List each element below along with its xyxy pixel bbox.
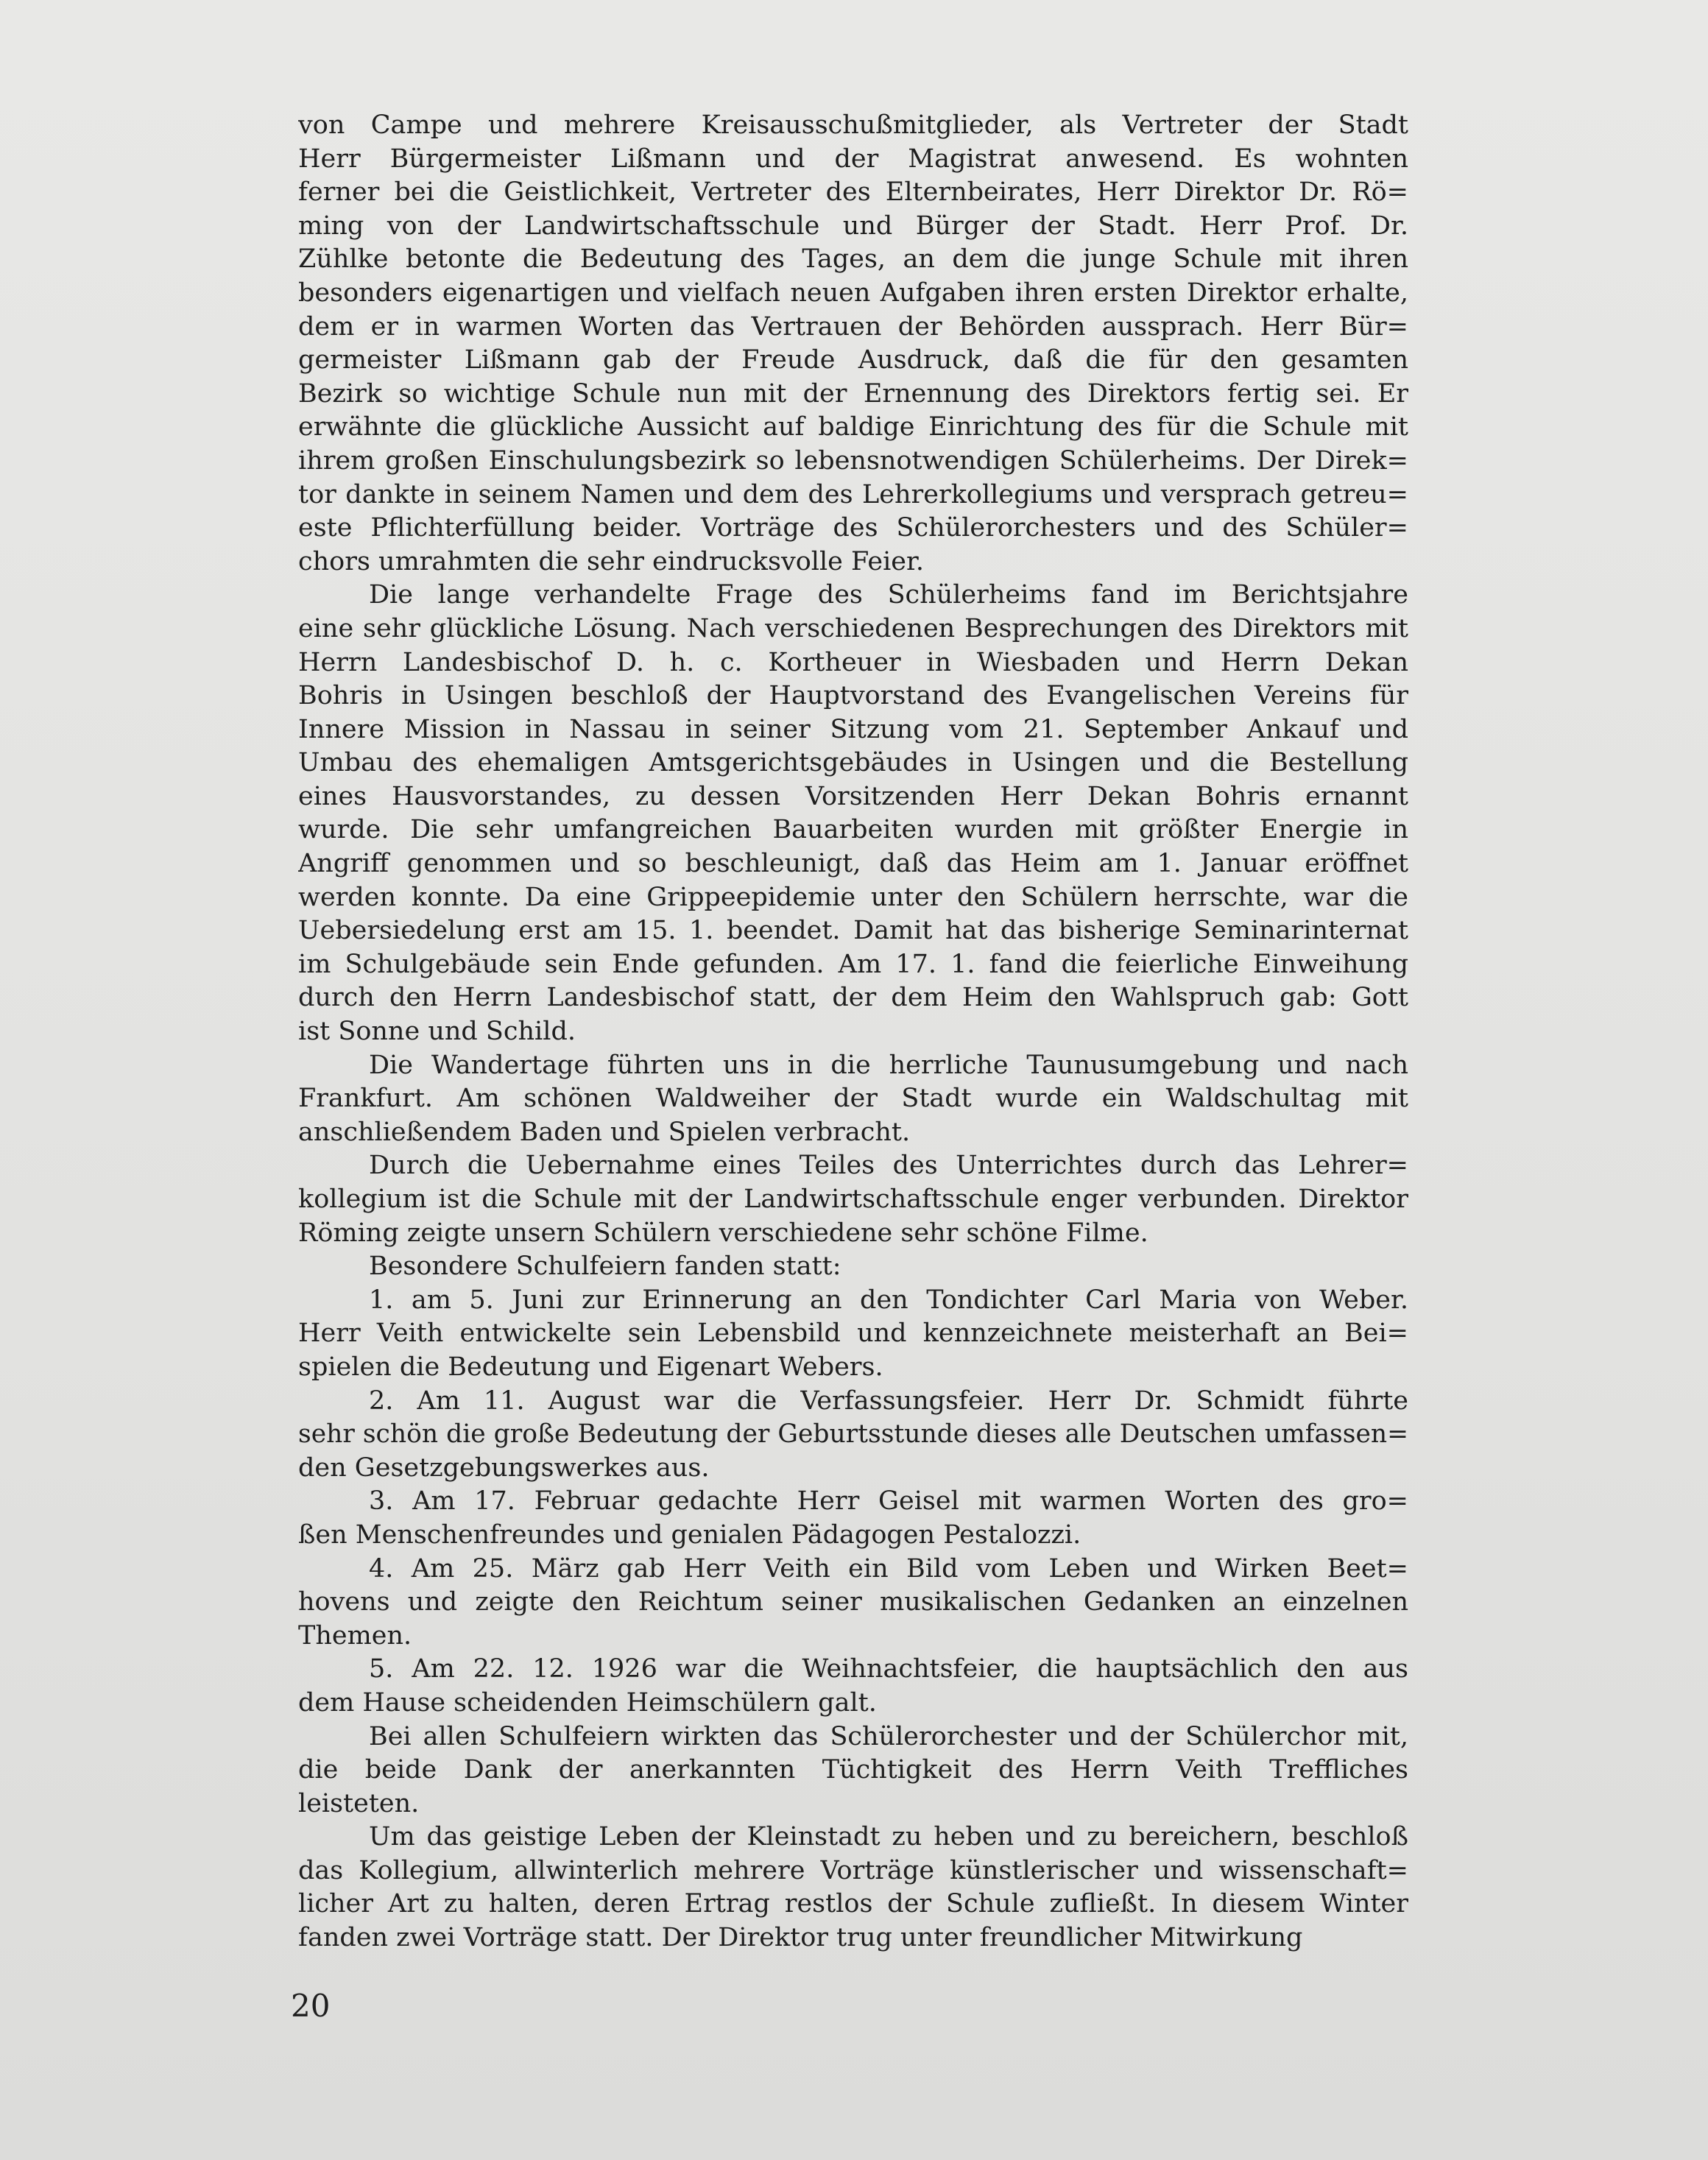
text-line: besonders eigenartigen und vielfach neuen Aufgaben ihren ersten Direktor erhalte,	[298, 278, 1408, 308]
text-line: Besondere Schulfeiern fanden statt:	[369, 1252, 841, 1282]
text-line: 3. Am 17. Februar gedachte Herr Geisel mit warmen Worten des gro=	[369, 1486, 1408, 1517]
text-line: Die Wandertage führten uns in die herrliche Taunusumgebung und nach	[369, 1050, 1408, 1080]
text-line: tor dankte in seinem Namen und dem des Lehrerkollegiums und versprach getreu=	[298, 479, 1408, 509]
page-number: 20	[291, 1988, 331, 2024]
text-line: dem Hause scheidenden Heimschülern galt.	[298, 1687, 877, 1718]
text-line: leisteten.	[298, 1788, 420, 1818]
text-line: dem er in warmen Worten das Vertrauen der Behörden aussprach. Herr Bür=	[298, 311, 1408, 342]
text-line: ming von der Landwirtschaftsschule und Bürger der Stadt. Herr Prof. Dr.	[298, 211, 1408, 241]
text-line: este Pflichterfüllung beider. Vorträge des Schülerorchesters und des Schüler=	[298, 513, 1408, 543]
text-line: anschließendem Baden und Spielen verbracht.	[298, 1117, 911, 1147]
text-line: werden konnte. Da eine Grippeepidemie unter den Schülern herrschte, war die	[298, 882, 1408, 912]
text-line: wurde. Die sehr umfangreichen Bauarbeiten wurden mit größter Energie in	[298, 815, 1408, 845]
text-line: den Gesetzgebungswerkes aus.	[298, 1453, 710, 1483]
text-line: von Campe und mehrere Kreisausschußmitglieder, als Vertreter der Stadt	[298, 110, 1408, 140]
text-line: 5. Am 22. 12. 1926 war die Weihnachtsfeier, die hauptsächlich den aus	[369, 1654, 1408, 1684]
text-line: hovens und zeigte den Reichtum seiner musikalischen Gedanken an einzelnen	[298, 1587, 1408, 1617]
text-line: Innere Mission in Nassau in seiner Sitzung vom 21. September Ankauf und	[298, 714, 1408, 744]
text-line: das Kollegium, allwinterlich mehrere Vorträge künstlerischer und wissenschaft=	[298, 1855, 1408, 1885]
body-text	[298, 109, 1408, 1955]
text-line: Uebersiedelung erst am 15. 1. beendet. Damit hat das bisherige Seminarinternat	[298, 916, 1408, 946]
text-line: Röming zeigte unsern Schülern verschiedene sehr schöne Filme.	[298, 1218, 1148, 1248]
text-line: die beide Dank der anerkannten Tüchtigkeit des Herrn Veith Treffliches	[298, 1755, 1408, 1785]
text-line: Herr Bürgermeister Lißmann und der Magistrat anwesend. Es wohnten	[298, 144, 1408, 174]
text-line: Frankfurt. Am schönen Waldweiher der Stadt wurde ein Waldschultag mit	[298, 1084, 1408, 1114]
text-line: 1. am 5. Juni zur Erinnerung an den Tondichter Carl Maria von Weber.	[369, 1285, 1408, 1315]
text-line: Bohris in Usingen beschloß der Hauptvorstand des Evangelischen Vereins für	[298, 681, 1408, 711]
text-line: ist Sonne und Schild.	[298, 1017, 576, 1047]
text-line: eine sehr glückliche Lösung. Nach verschiedenen Besprechungen des Direktors mit	[298, 613, 1408, 643]
text-line: Zühlke betonte die Bedeutung des Tages, an dem die junge Schule mit ihren	[298, 244, 1408, 275]
text-line: 2. Am 11. August war die Verfassungsfeier. Herr Dr. Schmidt führte	[369, 1386, 1408, 1416]
text-line: germeister Lißmann gab der Freude Ausdruck, daß die für den gesamten	[298, 345, 1408, 375]
text-line: sehr schön die große Bedeutung der Geburtsstunde dieses alle Deutschen umfassen=	[298, 1419, 1408, 1450]
text-line: ferner bei die Geistlichkeit, Vertreter des Elternbeirates, Herr Direktor Dr. Rö=	[298, 177, 1408, 208]
text-line: spielen die Bedeutung und Eigenart Webers.	[298, 1352, 883, 1382]
text-line: 4. Am 25. März gab Herr Veith ein Bild vom Leben und Wirken Beet=	[369, 1553, 1408, 1584]
text-line: fanden zwei Vorträge statt. Der Direktor trug unter freundlicher Mitwirkung	[298, 1923, 1303, 1953]
text-line: Durch die Uebernahme eines Teiles des Unterrichtes durch das Lehrer=	[369, 1151, 1408, 1181]
text-line: Die lange verhandelte Frage des Schülerheims fand im Berichtsjahre	[369, 580, 1408, 610]
text-line: Herrn Landesbischof D. h. c. Kortheuer in Wiesbaden und Herrn Dekan	[298, 647, 1408, 677]
text-line: eines Hausvorstandes, zu dessen Vorsitzenden Herr Dekan Bohris ernannt	[298, 781, 1408, 811]
text-line: durch den Herrn Landesbischof statt, der dem Heim den Wahlspruch gab: Gott	[298, 983, 1408, 1013]
text-line: ihrem großen Einschulungsbezirk so lebensnotwendigen Schülerheims. Der Direk=	[298, 445, 1408, 476]
text-line: ßen Menschenfreundes und genialen Pädagogen Pestalozzi.	[298, 1520, 1081, 1550]
text-line: licher Art zu halten, deren Ertrag restlos der Schule zufließt. In diesem Winter	[298, 1889, 1408, 1919]
text-line: Herr Veith entwickelte sein Lebensbild und kennzeichnete meisterhaft an Bei=	[298, 1319, 1408, 1349]
text-line: Angriff genommen und so beschleunigt, daß das Heim am 1. Januar eröffnet	[298, 849, 1408, 879]
text-line: Umbau des ehemaligen Amtsgerichtsgebäudes in Usingen und die Bestellung	[298, 748, 1408, 778]
text-line: im Schulgebäude sein Ende gefunden. Am 17. 1. fand die feierliche Einweihung	[298, 949, 1408, 979]
text-line: Bei allen Schulfeiern wirkten das Schülerorchester und der Schülerchor mit,	[369, 1721, 1408, 1751]
text-line: Bezirk so wichtige Schule nun mit der Ernennung des Direktors fertig sei. Er	[298, 378, 1408, 409]
text-line: Um das geistige Leben der Kleinstadt zu heben und zu bereichern, beschloß	[369, 1822, 1408, 1852]
text-line: kollegium ist die Schule mit der Landwirtschaftsschule enger verbunden. Direktor	[298, 1185, 1408, 1214]
text-line: Themen.	[298, 1620, 412, 1651]
text-line: chors umrahmten die sehr eindrucksvolle Feier.	[298, 546, 925, 576]
text-line: erwähnte die glückliche Aussicht auf baldige Einrichtung des für die Schule mit	[298, 412, 1408, 442]
